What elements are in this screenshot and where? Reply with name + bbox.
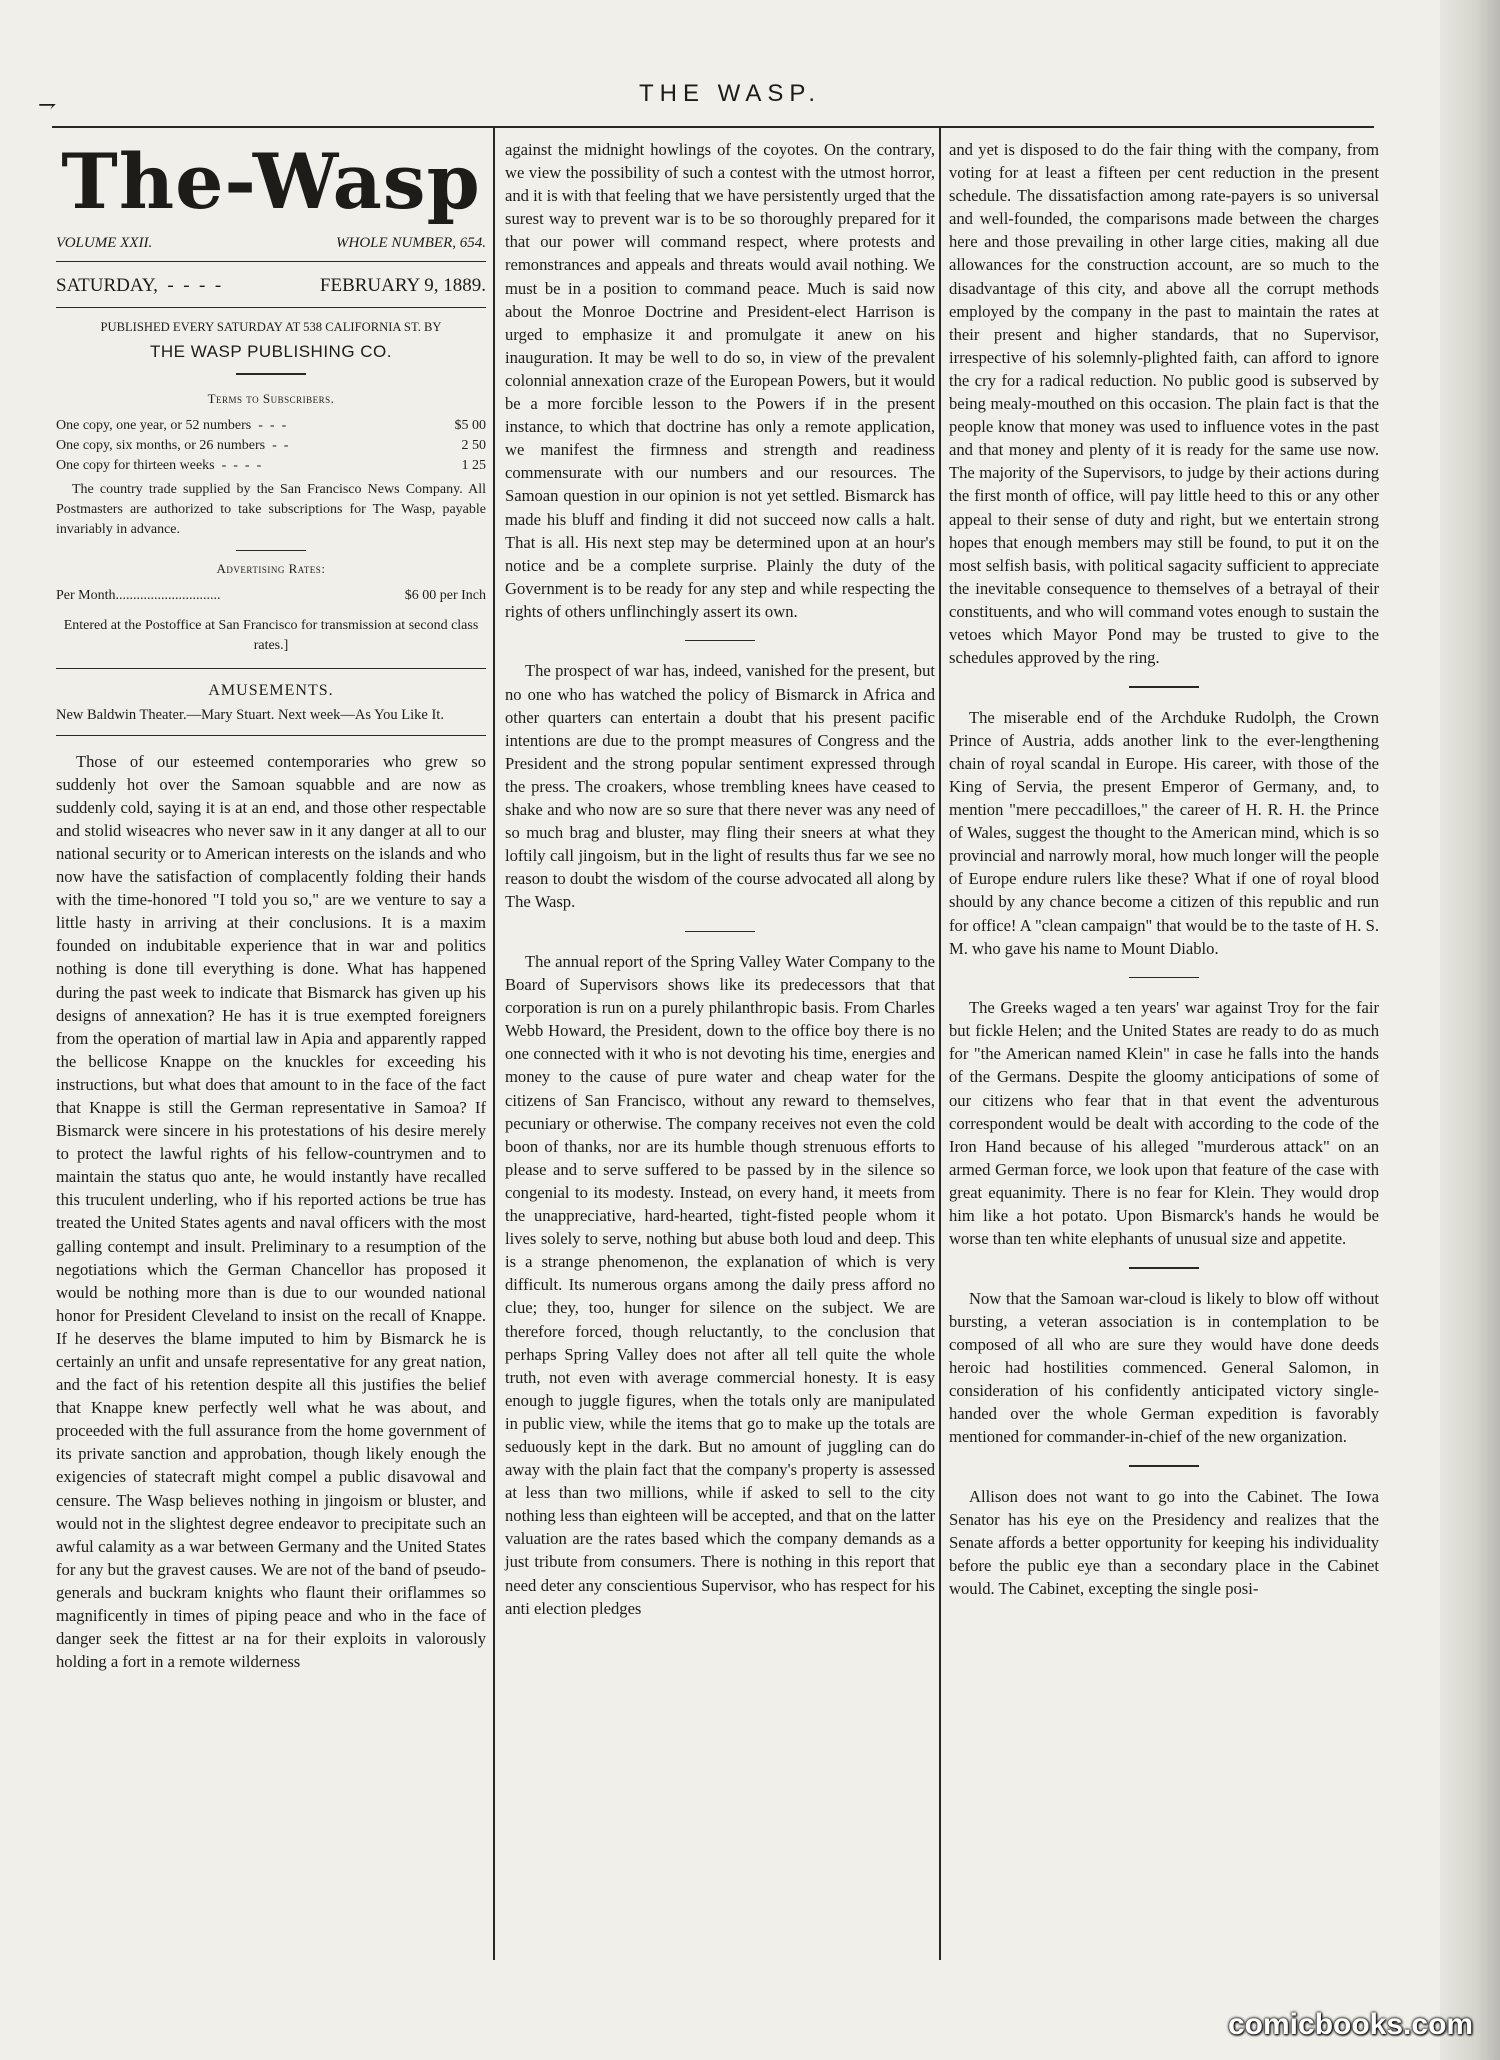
top-rule (52, 126, 1374, 128)
article-samoan-war-cloud: Now that the Samoan war-cloud is likely to blow off without bursting, a veteran association is in contemplation to be composed of all who are sure they would have done deeds heroic had hostilities commenced. General Salomon, in consideration of his confidently anticipated victory single-handed over the whole German expedition is favorably mentioned for commander-in-chief of the new organization. (949, 1288, 1379, 1447)
date-line (56, 274, 486, 297)
rate-label: One copy, six months, or 26 numbers - - (56, 437, 289, 453)
publisher-name: THE WASP PUBLISHING CO. (150, 342, 392, 362)
terms-heading: Terms to Subscribers. (207, 390, 335, 406)
article-samoa: Those of our esteemed contemporaries who grew so suddenly hot over the Samoan squabble and are now as suddenly cold, saying it is at an end, and those other respectable and stolid wiseacres who never saw in it any danger at all to our national security or to American interests on the islands and who now have the satisfaction of complacently folding their hands with the time-honored "I told you so," are we venture to say a little hasty in arriving at their conclusions. It is a maxim founded on indubitable experience that in war and politics nothing is done till everything is done. What has happened during the past week to indicate that Bismarck has given up his designs of annexation? He has it is true exempted foreigners from the operation of martial law in Apia and apparently rapped the bellicose Knappe on the knuckles for exceeding his instructions, but what does that amount to in the face of the fact that Knappe is still the German representative in Samoa? If Bismarck were sincere in his protestations of his desire merely to protect the lawful rights of his fellow-countrymen and to maintain the status quo ante, he would instantly have recalled this truculent underling, who if his reported actions be true has treated the United States agents and naval officers with the most galling contempt and insult. Preliminary to a resumption of the negotiations which the German Chancellor has proposed it would be nothing more than is due to our wounded national honor for President Cleveland to insist on the recall of Knappe. If he deserves the blame imputed to him by Bismarck he is certainly an unfit and unsafe representative for any great nation, and the fact of his retention despite all this justifies the belief that Knappe knew perfectly well what he was about, and proceeded with the full assurance from the home government of its private sanction and approbation, though likely enough the exigencies of statecraft might compel a public disavowal and censure. The Wasp believes nothing in jingoism or bluster, and would not in the slightest degree endeavor to precipitate such an awful calamity as a war between Germany and the United States for any but the gravest causes. We are not of the band of pseudo-generals and buckram knights who flaunt their oriflammes so magnificently in times of piping peace and who in the face of danger seek the fittest ar na for their exploits in valorously holding a fort in a remote wilderness (56, 751, 486, 1672)
rate-label: One copy, one year, or 52 numbers - - - (56, 417, 287, 433)
column-2 (505, 138, 935, 1620)
article-spring-valley-continued: and yet is disposed to do the fair thing with the company, from voting for at least a fifteen per cent reduction in the present schedule. The dissatisfaction among rate-payers is so universal and well-founded, the comparisons made between the charges here and those prevailing in other large cities, making all due allowances for the construction account, are so much to the disadvantage of this city, and above all the corrupt methods employed by the company in the past to maintain the rates at their present and higher standards, that no Supervisor, irrespective of his solemnly-plighted faith, can afford to ignore the cry for a radical reduction. No public good is subserved by being mealy-mouthed on this occasion. The plain fact is that the people know that money was used to influence votes in the past and that money and plenty of it is ready for the same use now. The majority of the Supervisors, to judge by their actions during the first month of office, will pay little heed to this or any other appeal to their sense of duty and right, but we entertain strong hopes that enough members may still be found, to put it on the most selfish basis, with political sagacity sufficient to appreciate the inevitable consequence to themselves of a betrayal of their constituents, and who will command votes enough to sustain the vetoes which Mayor Pond may be trusted to give to the schedules approved by the ring. (949, 140, 1379, 668)
article-allison: Allison does not want to go into the Cabinet. The Iowa Senator has his eye on the Presidency and realizes that the Senate affords a better opportunity for keeping his individuality before the public eye than a secondary place in the Cabinet would. The Cabinet, excepting the single posi- (949, 1486, 1379, 1599)
divider (56, 261, 486, 262)
column-1 (56, 136, 486, 1673)
page-marker: ⇁ (38, 92, 57, 117)
divider (1129, 1267, 1199, 1269)
column-3 (949, 138, 1379, 1600)
source-watermark: comicbooks.com (1228, 2008, 1474, 2041)
advertising-price: $6 00 per Inch (404, 588, 486, 604)
rate-label: One copy for thirteen weeks - - - - (56, 457, 262, 473)
rate-row (56, 456, 486, 476)
article-prospect-of-war: The prospect of war has, indeed, vanished for the present, but no one who has watched the policy of Bismarck in Africa and other quarters can entertain a doubt that his present pacific intentions are due to the prompt measures of Congress and the President and the strong popular sentiment expressed through the press. The croakers, whose trembling knees have ceased to shake and who now are so sure that there never was any need of so much brag and bluster, may fling their sneers at what they loftily call jingoism, but in the light of results thus far we see no reason to doubt the wisdom of the course advocated all along by The Wasp. (505, 661, 935, 912)
rate-price: $5 00 (454, 417, 486, 433)
divider (1129, 1465, 1199, 1467)
article-greeks-and-klein: The Greeks waged a ten years' war against Troy for the fair but fickle Helen; and the United States are ready to do as much for "the American named Klein" in case he falls into the hands of the Germans. Despite the gloomy anticipations of some of our citizens who fear that in that event the adventurous correspondent would be dealt with according to the code of the Iron Hand because of his alleged "murderous attack" on an armed German force, we look upon that feature of the case with great equanimity. There is no fear for Klein. They would drop him like a hot potato. Upon Bismarck's hands he would be worse than ten white elephants of unusual size and appetite. (949, 998, 1379, 1249)
article-spring-valley: The annual report of the Spring Valley Water Company to the Board of Supervisors shows like its predecessors that that corporation is run on a purely philanthropic basis. From Charles Webb Howard, the President, down to the office boy there is no one connected with it who is not devoting his time, energies and money to the cause of pure water and cheap water for the citizens of San Francisco, without any reward to themselves, pecuniary or otherwise. The company receives not even the cold boon of thanks, nor are its humble though strenuous efforts to please and to serve suffered to be passed by in the silence so congenial to its modesty. Instead, on every hand, it meets from the unappreciative, hard-hearted, tight-fisted people whom it lives solely to serve, nothing but abuse both loud and deep. This is a strange phenomenon, the explanation of which is very difficult. Its numerous organs among the daily press afford no clue; they, too, hunger for silence on the subject. We are therefore forced, though reluctantly, to the conclusion that perhaps Spring Valley does not after all tell quite the whole truth, not even with average commercial honesty. It is easy enough to juggle figures, when the totals only are manipulated in public view, while the items that go to make up the totals are seduously kept in the dark. But no amount of juggling can do away with the plain fact that the company's property is assessed at less than two millions, while if asked to sell to the city nothing less than eighteen will be accepted, and that on the latter valuation are the rates based which the company demands as a just tribute from consumers. There is nothing in this report that need deter any conscientious Supervisor, who has respect for his anti election pledges (505, 952, 935, 1618)
volume-line (56, 232, 486, 255)
divider (236, 550, 306, 552)
rate-row (56, 416, 486, 436)
divider (1129, 977, 1199, 979)
divider (685, 931, 755, 933)
binding-shadow (1440, 0, 1500, 2060)
divider (1129, 686, 1199, 688)
column-rule (939, 128, 941, 1960)
rate-price: 1 25 (461, 457, 486, 473)
divider (56, 668, 486, 669)
advertising-heading: Advertising Rates: (216, 561, 326, 577)
amusements-listing: New Baldwin Theater.—Mary Stuart. Next week—As You Like It. (56, 706, 444, 723)
divider (56, 307, 486, 308)
postoffice-note: Entered at the Postoffice at San Francisco for transmission at second class rates.] (63, 618, 479, 654)
whole-number: WHOLE NUMBER, 654. (336, 235, 486, 251)
article-archduke-rudolph: The miserable end of the Archduke Rudolph, the Crown Prince of Austria, adds another link to the ever-lengthening chain of royal scandal in Europe. His career, with those of the King of Servia, the present Emperor of Germany, and, to mention "mere peccadilloes," the career of H. R. H. the Prince of Wales, suggest the thought to the American mind, which is so provincial and narrowly moral, how much longer will the people of Europe endure rulers like these? What if one of royal blood should by any chance become a citizen of this republic and run for office! A "clean campaign" that would be to the taste of H. S. M. who gave his name to Mount Diablo. (949, 707, 1379, 958)
divider (685, 640, 755, 642)
masthead-title: The-Wasp (61, 137, 481, 226)
terms-note: The country trade supplied by the San Francisco News Company. All Postmasters are authorized to take subscriptions for The Wasp, payable invariably in advance. (56, 481, 486, 537)
advertising-row (56, 586, 486, 606)
advertising-label: Per Month.............................. (56, 588, 221, 604)
amusements-heading: AMUSEMENTS. (208, 682, 334, 700)
column-rule (493, 128, 495, 1960)
published-line: PUBLISHED EVERY SATURDAY AT 538 CALIFORNIA ST. BY (100, 320, 442, 335)
divider (56, 735, 486, 736)
volume-number: VOLUME XXII. (56, 235, 153, 251)
issue-date: FEBRUARY 9, 1889. (319, 275, 486, 297)
divider (236, 373, 306, 375)
rate-price: 2 50 (461, 437, 486, 453)
running-head: THE WASP. (638, 80, 822, 107)
rate-row (56, 436, 486, 456)
article-samoa-continued: against the midnight howlings of the coyotes. On the contrary, we view the possibility of such a contest with the utmost horror, and it is with that feeling that we have persistently urged that the surest way to prevent war is to be so thoroughly prepared for it that our power will command respect, where protests and remonstrances and appeals and threats would avail nothing. We must be in a position to command peace. Much is said now about the Monroe Doctrine and President-elect Harrison is urged to emphasize it and promulgate it anew on his inauguration. It may be well to do so, in view of the prevalent colonnial annexation craze of the European Powers, but it would be a more forcible lesson to the Powers if in the present instance, to which that doctrine has only a remote application, we manifest the firmness and strength and readiness commensurate with our numbers and our resources. The Samoan question in our opinion is not yet settled. Bismarck has made his bluff and finding it did not succeed now calls a halt. That is all. His next step may be determined upon at an hour's notice and be a complete surprise. Plainly the duty of the Government is to be ready for any step and while respecting the rights of others unflinchingly assert its own. (505, 140, 935, 621)
issue-day: SATURDAY, - - - - (56, 275, 222, 297)
